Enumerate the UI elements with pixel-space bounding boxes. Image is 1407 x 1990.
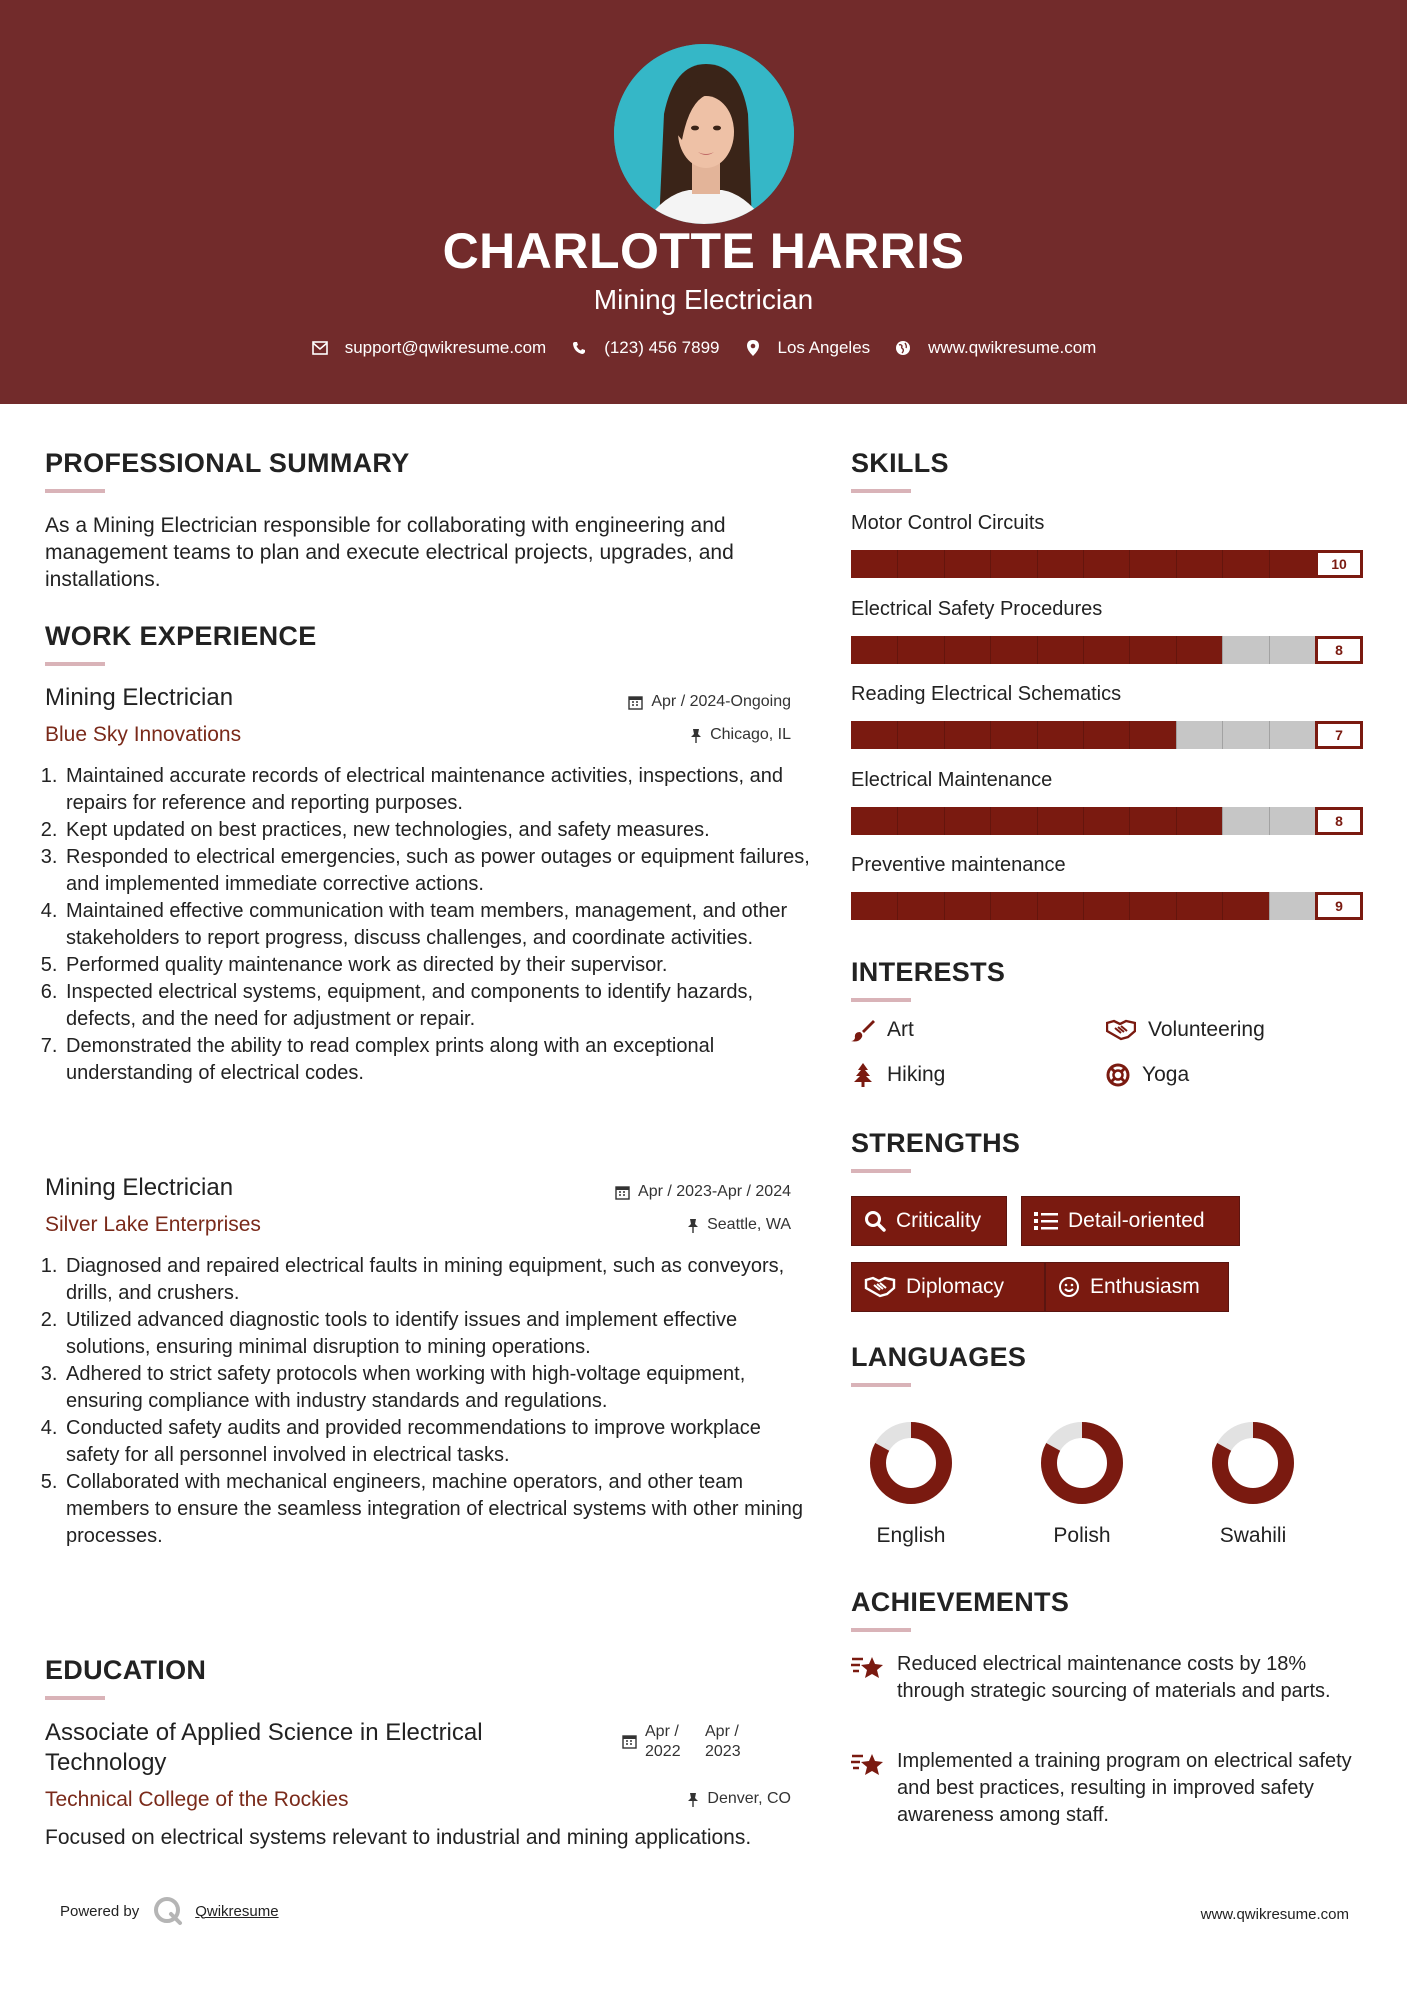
skill-bar-segment: [1269, 721, 1270, 749]
skill-bar-segment: [1176, 892, 1177, 920]
skill-value: 8: [1315, 636, 1363, 664]
skill-bar-segment: [1037, 892, 1038, 920]
skill-name: Reading Electrical Schematics: [851, 683, 1122, 705]
education-underline: [45, 1696, 105, 1700]
skill-bar-segment: [1222, 636, 1223, 664]
list-item: 1. Maintained accurate records of electrical maintenance activities, inspections, and repairs for reference and reporting purposes.: [63, 763, 813, 817]
language-name: English: [876, 1524, 946, 1547]
skill-bar-segment: [897, 550, 898, 578]
skill-bar-segment: [897, 721, 898, 749]
strength-label: Criticality: [896, 1209, 982, 1232]
education-degree: [45, 1718, 605, 1778]
map-pin-icon: [744, 339, 762, 357]
strengths-heading: STRENGTHS: [851, 1128, 1021, 1158]
skill-bar-segment: [1129, 892, 1130, 920]
header-banner: [0, 0, 1407, 404]
skill-bar: [851, 721, 1363, 749]
skill-bar-segment: [897, 636, 898, 664]
skills-heading: SKILLS: [851, 448, 949, 478]
interest-label: Art: [887, 1018, 914, 1041]
skill-bar-segment: [897, 892, 898, 920]
list-item: 4. Maintained effective communication with team members, management, and other stakeholders to report progress, discuss challenges, and coordinate activities.: [63, 898, 813, 952]
skill-bar-segment: [1037, 550, 1038, 578]
skill-bar-fill: [851, 892, 1269, 920]
contact-phone[interactable]: [570, 338, 719, 358]
skill-name: Preventive maintenance: [851, 854, 1066, 876]
skill-bar-segment: [944, 550, 945, 578]
job-date: [500, 1183, 791, 1201]
skill-bar-segment: [1176, 550, 1177, 578]
strength-tag: [1021, 1196, 1240, 1246]
contact-phone-text: (123) 456 7899: [604, 338, 720, 357]
skill-value: 10: [1315, 550, 1363, 578]
degree-line-2: Technology: [45, 1749, 167, 1776]
experience-underline: [45, 662, 105, 666]
education-text: Focused on electrical systems relevant to industrial and mining applications.: [45, 1826, 752, 1849]
education-end-year: 2023: [705, 1743, 741, 1760]
strength-tag: [851, 1196, 1007, 1246]
skill-bar-segment: [1129, 721, 1130, 749]
star-medal-icon: [851, 1748, 885, 1829]
language-donut: [1210, 1420, 1296, 1506]
job-location-text: Seattle, WA: [707, 1216, 791, 1233]
achievements-heading: ACHIEVEMENTS: [851, 1587, 1070, 1617]
summary-heading: PROFESSIONAL SUMMARY: [45, 448, 410, 478]
skills-underline: [851, 489, 911, 493]
job-title: Mining Electrician: [45, 1174, 234, 1201]
achievement-text: Reduced electrical maintenance costs by 18% through strategic sourcing of materials and parts.: [897, 1653, 1331, 1702]
envelope-icon: [311, 339, 329, 357]
education-dates: [622, 1722, 755, 1762]
list-icon: [1034, 1211, 1058, 1231]
skill-name: Electrical Safety Procedures: [851, 597, 1103, 620]
skill-bar: [851, 807, 1363, 835]
skill-bar-segment: [1269, 636, 1270, 664]
skill-bar-segment: [1129, 636, 1130, 664]
strength-label: Enthusiasm: [1090, 1275, 1200, 1298]
smile-icon: [1058, 1276, 1080, 1298]
skill-value: 9: [1315, 892, 1363, 920]
skill-bar-segment: [1083, 892, 1084, 920]
skill-bar-segment: [990, 892, 991, 920]
handshake-icon: [1106, 1018, 1136, 1042]
job-location: [500, 726, 791, 744]
qwikresume-link[interactable]: Qwikresume: [195, 1902, 279, 1920]
skill-bar-segment: [1269, 550, 1270, 578]
achievement-item: [851, 1748, 1371, 1829]
profile-photo: [614, 44, 794, 224]
contact-website-text: www.qwikresume.com: [928, 338, 1097, 357]
interest-yoga: [1106, 1063, 1189, 1087]
lifering-icon: [1106, 1063, 1130, 1087]
list-item: 7. Demonstrated the ability to read complex prints along with an exceptional understanding of electrical codes.: [63, 1033, 813, 1087]
skill-bar-segment: [1222, 721, 1223, 749]
strength-label: Diplomacy: [906, 1275, 1005, 1298]
skill-bar: [851, 550, 1363, 578]
languages-heading: LANGUAGES: [851, 1342, 1027, 1372]
globe-icon: [894, 339, 912, 357]
list-item: 5. Performed quality maintenance work as directed by their supervisor.: [63, 952, 813, 979]
skill-bar-segment: [1083, 636, 1084, 664]
skill-bar-segment: [1176, 636, 1177, 664]
skill-bar-segment: [1176, 721, 1177, 749]
skill-bar: [851, 636, 1363, 664]
job-date-text: Apr / 2024-Ongoing: [651, 693, 791, 710]
powered-by-text: Powered by: [60, 1902, 140, 1920]
interest-label: Yoga: [1142, 1063, 1190, 1086]
paintbrush-icon: [851, 1018, 875, 1042]
achievements-underline: [851, 1628, 911, 1632]
skill-name: Motor Control Circuits: [851, 512, 1045, 534]
skill-bar-segment: [990, 550, 991, 578]
skill-bar-segment: [1222, 892, 1223, 920]
list-item: 3. Responded to electrical emergencies, such as power outages or equipment failures, and implemented immediate corrective actions.: [63, 844, 813, 898]
skill-bar-segment: [944, 721, 945, 749]
calendar-icon: [622, 1734, 637, 1749]
tree-icon: [851, 1063, 875, 1087]
job-location: [500, 1216, 791, 1234]
job-company: Silver Lake Enterprises: [45, 1213, 261, 1236]
interest-label: Hiking: [887, 1063, 946, 1086]
skill-bar-segment: [944, 892, 945, 920]
handshake-icon: [864, 1276, 896, 1298]
list-item: 6. Inspected electrical systems, equipment, and components to identify hazards, defects, and the need for adjustment or repair.: [63, 979, 813, 1033]
search-icon: [864, 1210, 886, 1232]
education-location-text: Denver, CO: [707, 1790, 791, 1807]
degree-line-1: Associate of Applied Science in Electrical: [45, 1719, 483, 1746]
footer-powered-by: [60, 1896, 279, 1926]
skill-bar-segment: [1222, 550, 1223, 578]
education-school: Technical College of the Rockies: [45, 1788, 349, 1811]
contact-bar: [0, 338, 1407, 358]
candidate-name: CHARLOTTE HARRIS: [442, 223, 965, 279]
skill-value: 7: [1315, 721, 1363, 749]
star-medal-icon: [851, 1651, 885, 1705]
education-end: [705, 1722, 755, 1762]
education-start-year: 2022: [645, 1743, 681, 1760]
education-heading: EDUCATION: [45, 1655, 207, 1685]
job-bullets: [45, 763, 813, 1087]
job-location-text: Chicago, IL: [710, 726, 791, 743]
skill-bar-segment: [1222, 807, 1223, 835]
list-item: 3. Adhered to strict safety protocols when working with high-voltage equipment, ensuring compliance with industry standards and regulations.: [63, 1361, 813, 1415]
achievement-item: [851, 1651, 1371, 1705]
skill-bar-segment: [1129, 807, 1130, 835]
skill-bar-fill: [851, 550, 1363, 578]
language-name: Swahili: [1219, 1524, 1287, 1547]
skill-bar-segment: [1269, 892, 1270, 920]
candidate-role: Mining Electrician: [593, 284, 814, 315]
languages-underline: [851, 1383, 911, 1387]
calendar-icon: [615, 1185, 630, 1200]
skill-bar-segment: [990, 721, 991, 749]
contact-email-text: support@qwikresume.com: [344, 338, 547, 357]
interest-label: Volunteering: [1148, 1018, 1265, 1041]
skill-bar-fill: [851, 721, 1176, 749]
skill-bar-segment: [1129, 550, 1130, 578]
strengths-underline: [851, 1169, 911, 1173]
summary-text: As a Mining Electrician responsible for collaborating with engineering and management teams to plan and execute electrical projects, upgrades, and installations.: [45, 514, 734, 591]
job-bullets: [45, 1253, 813, 1550]
skill-bar-segment: [944, 636, 945, 664]
education-start-month: Apr /: [645, 1723, 679, 1740]
list-item: 4. Conducted safety audits and provided recommendations to improve workplace safety for all personnel involved in electrical tasks.: [63, 1415, 813, 1469]
strength-tag: [851, 1262, 1045, 1312]
job-date: [500, 693, 791, 711]
contact-email[interactable]: [311, 338, 547, 358]
pushpin-icon: [690, 728, 702, 743]
skill-bar-segment: [1176, 807, 1177, 835]
pushpin-icon: [687, 1218, 699, 1233]
strength-label: Detail-oriented: [1068, 1209, 1205, 1232]
contact-location: [744, 338, 871, 358]
skill-bar-segment: [1083, 807, 1084, 835]
skill-bar-segment: [1037, 721, 1038, 749]
experience-heading: WORK EXPERIENCE: [45, 621, 317, 651]
language-donut: [1039, 1420, 1125, 1506]
interests-heading: INTERESTS: [851, 957, 1006, 987]
list-item: 1. Diagnosed and repaired electrical faults in mining equipment, such as conveyors, drills, and crushers.: [63, 1253, 813, 1307]
calendar-icon: [628, 695, 643, 710]
job-title: Mining Electrician: [45, 684, 234, 711]
list-item: 2. Utilized advanced diagnostic tools to identify issues and implement effective solutions, ensuring minimal disruption to mining operations.: [63, 1307, 813, 1361]
skill-bar-segment: [1037, 807, 1038, 835]
skill-bar-segment: [990, 636, 991, 664]
skill-bar-segment: [1269, 807, 1270, 835]
skill-name: Electrical Maintenance: [851, 768, 1053, 791]
skill-bar-segment: [1037, 636, 1038, 664]
job-date-text: Apr / 2023-Apr / 2024: [638, 1183, 791, 1200]
summary-underline: [45, 489, 105, 493]
contact-location-text: Los Angeles: [777, 338, 871, 357]
interest-hiking: [851, 1063, 945, 1087]
skill-bar-segment: [1083, 721, 1084, 749]
footer-website[interactable]: www.qwikresume.com: [1200, 1906, 1349, 1923]
education-location: [500, 1790, 791, 1808]
interests-underline: [851, 998, 911, 1002]
skill-value: 8: [1315, 807, 1363, 835]
job-company: Blue Sky Innovations: [45, 723, 242, 746]
interest-volunteering: [1106, 1018, 1265, 1042]
education-end-month: Apr /: [705, 1723, 739, 1740]
list-item: 2. Kept updated on best practices, new technologies, and safety measures.: [63, 817, 813, 844]
skill-bar-segment: [1083, 550, 1084, 578]
interest-art: [851, 1018, 914, 1042]
pushpin-icon: [687, 1792, 699, 1807]
phone-icon: [570, 339, 588, 357]
skill-bar-segment: [897, 807, 898, 835]
contact-website[interactable]: [894, 338, 1096, 358]
list-item: 5. Collaborated with mechanical engineers, machine operators, and other team members to ensure the seamless integration of electrical systems with other mining processes.: [63, 1469, 813, 1550]
language-name: Polish: [1053, 1524, 1111, 1547]
qwikresume-logo-icon: [153, 1896, 183, 1926]
skill-bar-segment: [990, 807, 991, 835]
education-start: [645, 1722, 705, 1762]
strength-tag: [1045, 1262, 1229, 1312]
achievement-text: Implemented a training program on electrical safety and best practices, resulting in improved safety awareness among staff.: [897, 1750, 1352, 1826]
language-donut: [868, 1420, 954, 1506]
skill-bar-segment: [944, 807, 945, 835]
skill-bar: [851, 892, 1363, 920]
